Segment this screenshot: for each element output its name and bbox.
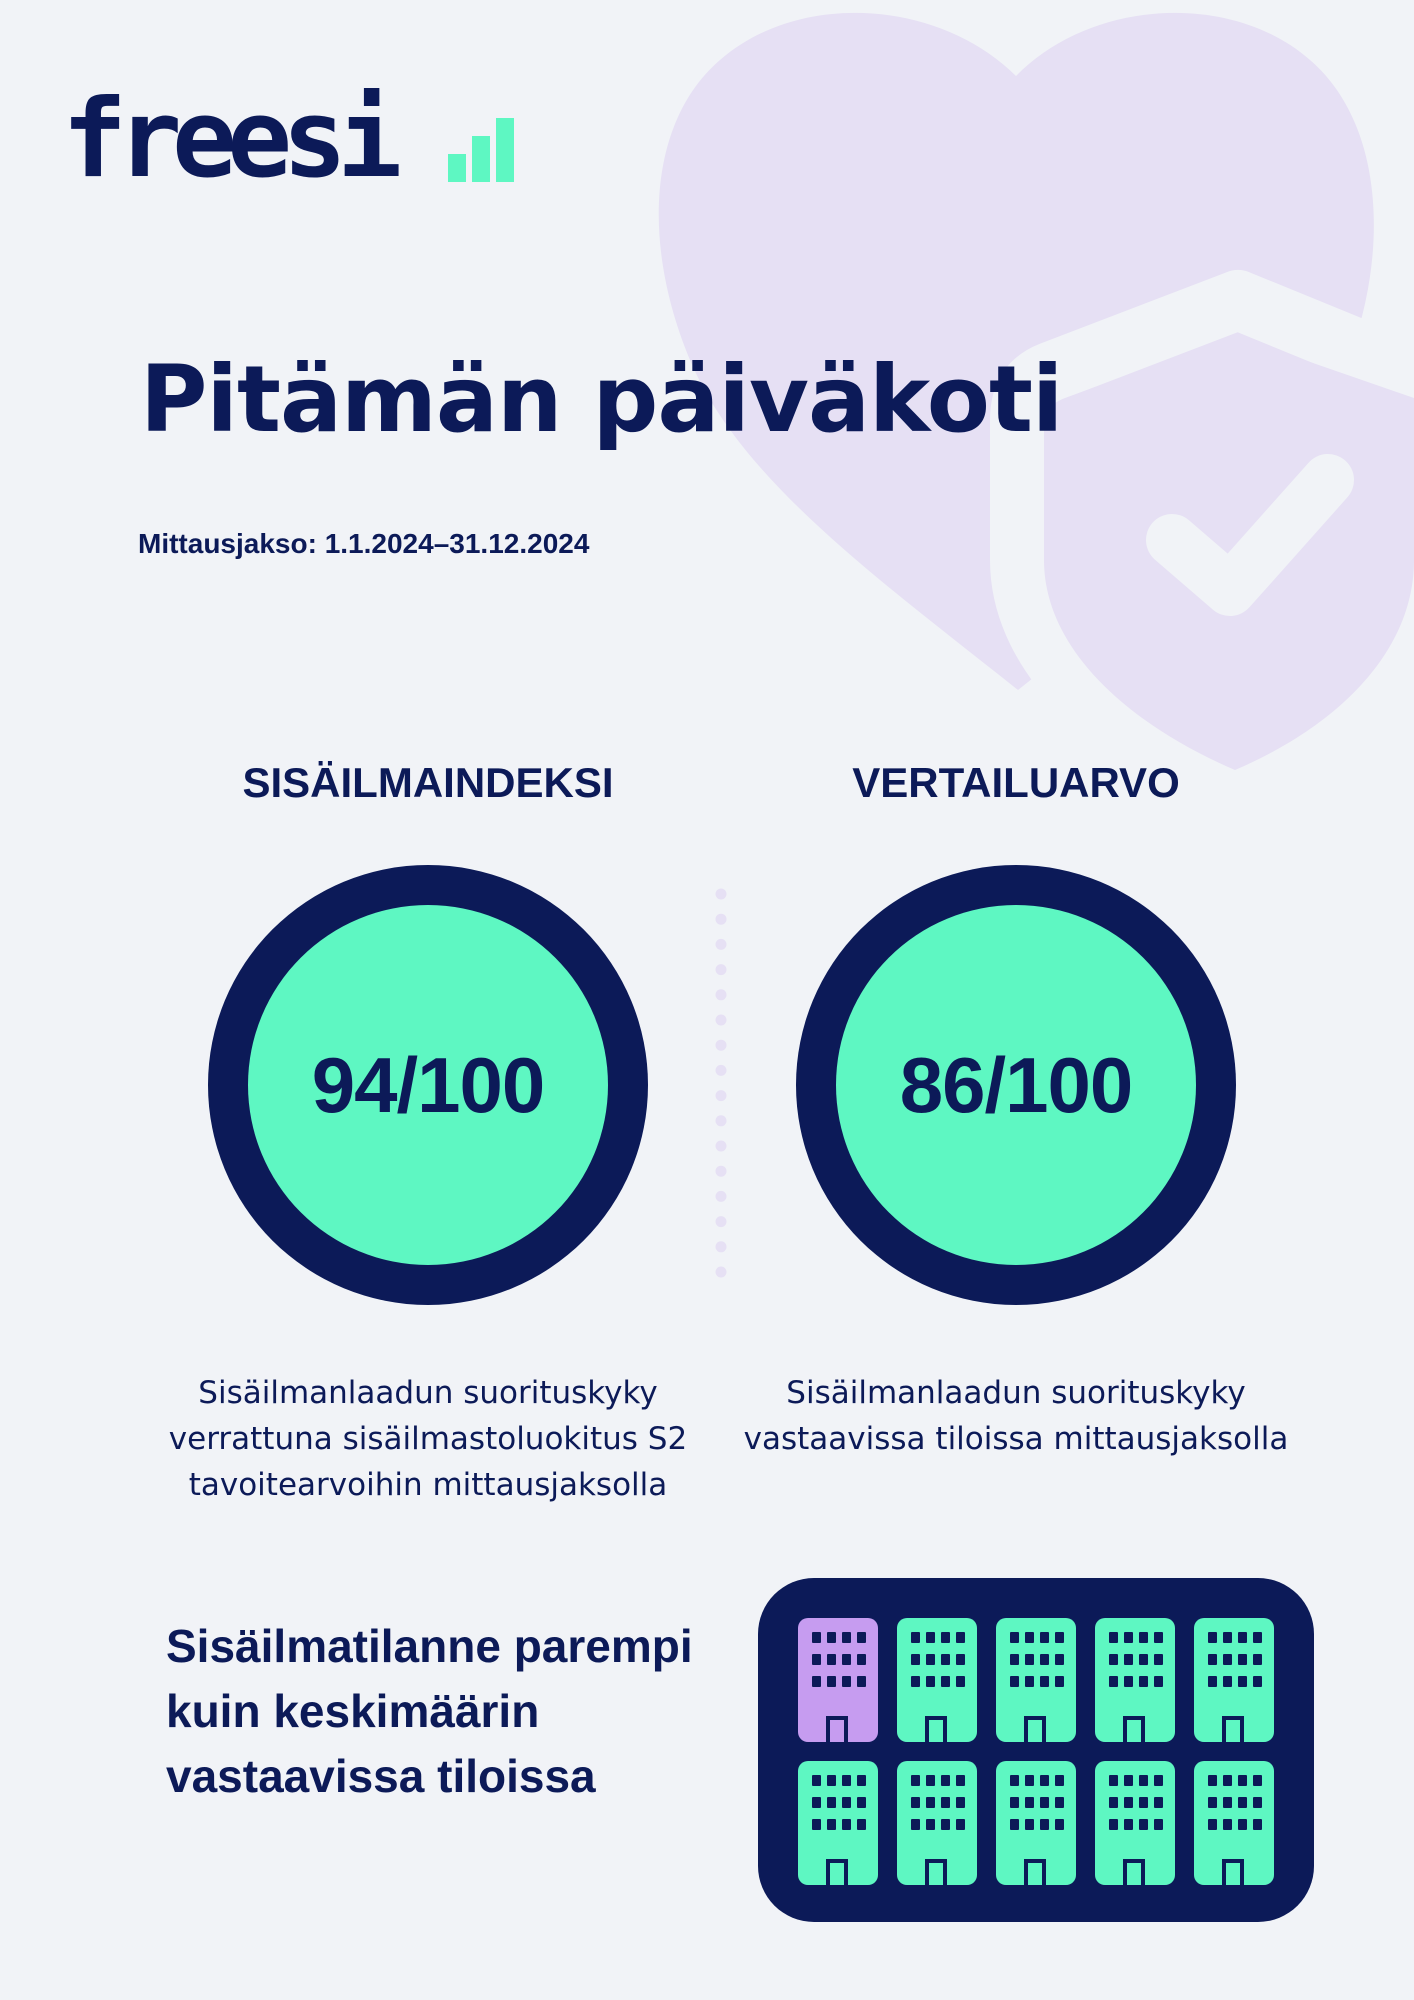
window [956, 1676, 965, 1687]
window [1253, 1632, 1262, 1643]
window [1223, 1654, 1232, 1665]
summary-text: Sisäilmatilanne parempi kuin keskimäärin vastaavissa tiloissa [166, 1620, 693, 1802]
window [941, 1676, 950, 1687]
window [842, 1775, 851, 1786]
building-icon [1095, 1618, 1175, 1742]
window [1055, 1676, 1064, 1687]
window [1010, 1797, 1019, 1808]
divider-dot [716, 914, 727, 925]
divider-dot [716, 1141, 727, 1152]
window [812, 1797, 821, 1808]
dotted-divider [714, 888, 728, 1280]
window [911, 1654, 920, 1665]
window [812, 1775, 821, 1786]
window [857, 1632, 866, 1643]
window [926, 1676, 935, 1687]
window [842, 1797, 851, 1808]
window [1040, 1775, 1049, 1786]
door [925, 1859, 947, 1885]
window [1025, 1632, 1034, 1643]
window [1238, 1654, 1247, 1665]
window [1139, 1632, 1148, 1643]
divider-dot [716, 1090, 727, 1101]
window [911, 1819, 920, 1830]
window [1238, 1775, 1247, 1786]
building-icon [1095, 1761, 1175, 1885]
window [857, 1819, 866, 1830]
window [842, 1676, 851, 1687]
building-icon [996, 1761, 1076, 1885]
window [911, 1632, 920, 1643]
window [1055, 1819, 1064, 1830]
building-icon [996, 1618, 1076, 1742]
door [826, 1859, 848, 1885]
building-icon [897, 1618, 977, 1742]
door [1123, 1716, 1145, 1742]
window [1010, 1632, 1019, 1643]
gauge-fill [836, 905, 1196, 1265]
window [941, 1819, 950, 1830]
window [1124, 1654, 1133, 1665]
window [941, 1775, 950, 1786]
window [1154, 1775, 1163, 1786]
window [1109, 1676, 1118, 1687]
window [1025, 1676, 1034, 1687]
divider-dot [716, 1241, 727, 1252]
window [827, 1654, 836, 1665]
page-title: Pitämän päiväkoti [140, 346, 1063, 453]
window [1040, 1819, 1049, 1830]
window [1109, 1819, 1118, 1830]
window [1154, 1654, 1163, 1665]
window [1139, 1797, 1148, 1808]
window [926, 1632, 935, 1643]
window [1238, 1676, 1247, 1687]
window [1055, 1632, 1064, 1643]
window [1040, 1797, 1049, 1808]
indoor-air-index-heading: SISÄILMAINDEKSI [242, 759, 614, 806]
window [926, 1775, 935, 1786]
window [1253, 1775, 1262, 1786]
window [1040, 1654, 1049, 1665]
window [1208, 1676, 1217, 1687]
divider-dot [716, 889, 727, 900]
window [1124, 1819, 1133, 1830]
window [1223, 1797, 1232, 1808]
window [1025, 1797, 1034, 1808]
window [1055, 1775, 1064, 1786]
window [857, 1676, 866, 1687]
window [1253, 1676, 1262, 1687]
reference-value-description: Sisäilmanlaadun suorituskyky vastaavissa tiloissa mittausjaksolla [743, 1375, 1289, 1457]
window [827, 1775, 836, 1786]
window [812, 1632, 821, 1643]
indoor-air-index-gauge [208, 865, 648, 1305]
window [1139, 1676, 1148, 1687]
divider-dot [716, 939, 727, 950]
window [941, 1632, 950, 1643]
window [1154, 1797, 1163, 1808]
reference-value-gauge [796, 865, 1236, 1305]
divider-dot [716, 1015, 727, 1026]
window [1010, 1775, 1019, 1786]
window [911, 1676, 920, 1687]
window [1055, 1654, 1064, 1665]
window [1238, 1632, 1247, 1643]
divider-dot [716, 1040, 727, 1051]
window [1253, 1819, 1262, 1830]
freesi-logo [62, 77, 482, 202]
window [1124, 1775, 1133, 1786]
door [1222, 1859, 1244, 1885]
window [1025, 1654, 1034, 1665]
reference-value-heading: VERTAILUARVO [852, 759, 1180, 806]
window [1139, 1654, 1148, 1665]
door [925, 1716, 947, 1742]
window [1010, 1654, 1019, 1665]
divider-dot [716, 1166, 727, 1177]
logo-wordmark: freesi [62, 77, 393, 202]
window [827, 1797, 836, 1808]
building-icon [798, 1761, 878, 1885]
door [826, 1716, 848, 1742]
divider-dot [716, 1065, 727, 1076]
reference-value-value: 86/100 [899, 1040, 1133, 1129]
window [842, 1632, 851, 1643]
divider-dot [716, 1115, 727, 1126]
window [1238, 1797, 1247, 1808]
window [1109, 1775, 1118, 1786]
window [911, 1797, 920, 1808]
window [1253, 1797, 1262, 1808]
window [911, 1775, 920, 1786]
window [1109, 1632, 1118, 1643]
window [1124, 1632, 1133, 1643]
window [1223, 1632, 1232, 1643]
window [857, 1797, 866, 1808]
divider-dot [716, 989, 727, 1000]
window [1109, 1654, 1118, 1665]
building-icon [1194, 1618, 1274, 1742]
window [1154, 1676, 1163, 1687]
window [956, 1819, 965, 1830]
indoor-air-index-description: Sisäilmanlaadun suorituskyky verrattuna sisäilmastoluokitus S2 tavoitearvoihin mittausjaksolla [168, 1375, 688, 1503]
window [1109, 1797, 1118, 1808]
building-icon [897, 1761, 977, 1885]
building-icon [1194, 1761, 1274, 1885]
window [1208, 1797, 1217, 1808]
window [827, 1819, 836, 1830]
window [1139, 1775, 1148, 1786]
gauge-fill [248, 905, 608, 1265]
window [1253, 1654, 1262, 1665]
window [941, 1654, 950, 1665]
window [1208, 1775, 1217, 1786]
window [1010, 1819, 1019, 1830]
window [1040, 1676, 1049, 1687]
window [1124, 1797, 1133, 1808]
window [827, 1632, 836, 1643]
window [956, 1632, 965, 1643]
door [1024, 1716, 1046, 1742]
building-comparison-panel [758, 1578, 1314, 1922]
window [956, 1775, 965, 1786]
window [926, 1797, 935, 1808]
window [857, 1654, 866, 1665]
window [1238, 1819, 1247, 1830]
window [1025, 1819, 1034, 1830]
window [926, 1654, 935, 1665]
divider-dot [716, 1216, 727, 1227]
window [812, 1819, 821, 1830]
window [1223, 1775, 1232, 1786]
building-icon-highlighted [798, 1618, 878, 1742]
door [1222, 1716, 1244, 1742]
window [812, 1676, 821, 1687]
window [956, 1654, 965, 1665]
window [926, 1819, 935, 1830]
divider-dot [716, 964, 727, 975]
window [1223, 1819, 1232, 1830]
signal-bars-icon [384, 102, 524, 182]
indoor-air-index-value: 94/100 [311, 1040, 545, 1129]
window [1154, 1632, 1163, 1643]
divider-dot [716, 1267, 727, 1278]
window [1154, 1819, 1163, 1830]
window [857, 1775, 866, 1786]
window [1124, 1676, 1133, 1687]
window [812, 1654, 821, 1665]
window [842, 1819, 851, 1830]
window [842, 1654, 851, 1665]
door [1024, 1859, 1046, 1885]
window [1208, 1654, 1217, 1665]
window [1208, 1632, 1217, 1643]
window [941, 1797, 950, 1808]
window [1025, 1775, 1034, 1786]
window [1223, 1676, 1232, 1687]
window [1208, 1819, 1217, 1830]
divider-dot [716, 1191, 727, 1202]
door [1123, 1859, 1145, 1885]
window [956, 1797, 965, 1808]
window [827, 1676, 836, 1687]
window [1055, 1797, 1064, 1808]
window [1010, 1676, 1019, 1687]
measurement-period: Mittausjakso: 1.1.2024–31.12.2024 [138, 528, 590, 559]
window [1139, 1819, 1148, 1830]
window [1040, 1632, 1049, 1643]
